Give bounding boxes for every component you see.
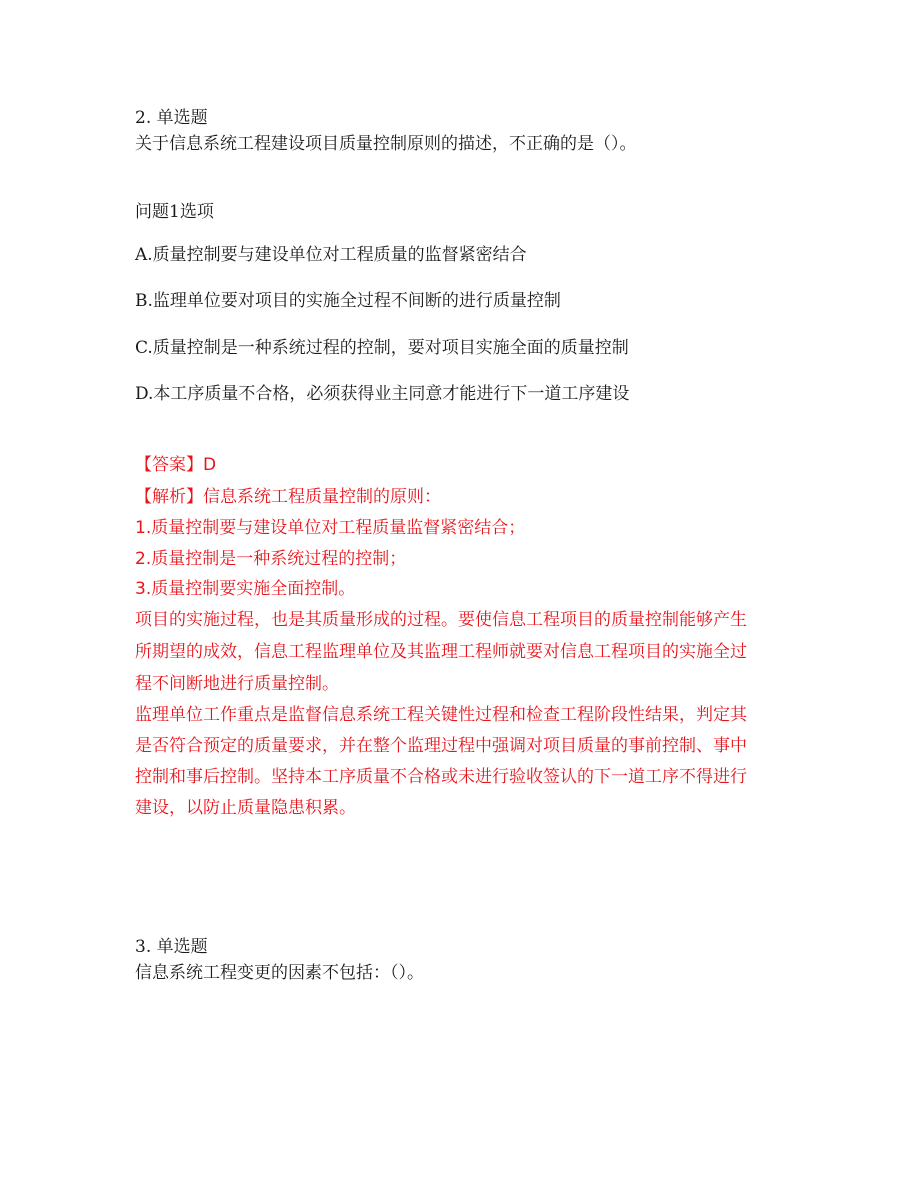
analysis-line: 控制和事后控制。坚持本工序质量不合格或未进行验收签认的下一道工序不得进行	[135, 767, 747, 787]
option-d: D.本工序质量不合格，必须获得业主同意才能进行下一道工序建设	[135, 384, 630, 404]
analysis-line: 【解析】信息系统工程质量控制的原则：	[135, 487, 441, 507]
analysis-line: 1.质量控制要与建设单位对工程质量监督紧密结合；	[135, 518, 526, 538]
analysis-line: 项目的实施过程，也是其质量形成的过程。要使信息工程项目的质量控制能够产生	[135, 610, 747, 630]
options-title: 问题1选项	[135, 202, 214, 222]
analysis-line: 程不间断地进行质量控制。	[135, 674, 339, 694]
option-a: A.质量控制要与建设单位对工程质量的监督紧密结合	[135, 245, 527, 265]
analysis-line: 监理单位工作重点是监督信息系统工程关键性过程和检查工程阶段性结果，判定其	[135, 705, 747, 725]
question-2-header: 2. 单选题	[135, 108, 208, 128]
question-3-header: 3. 单选题	[135, 937, 208, 957]
analysis-line: 所期望的成效，信息工程监理单位及其监理工程师就要对信息工程项目的实施全过	[135, 642, 747, 662]
answer-line: 【答案】D	[135, 455, 217, 475]
option-b: B.监理单位要对项目的实施全过程不间断的进行质量控制	[135, 291, 561, 311]
analysis-line: 是否符合预定的质量要求，并在整个监理过程中强调对项目质量的事前控制、事中	[135, 736, 747, 756]
option-c: C.质量控制是一种系统过程的控制，要对项目实施全面的质量控制	[135, 338, 629, 358]
analysis-line: 2.质量控制是一种系统过程的控制；	[135, 549, 407, 569]
question-2-stem: 关于信息系统工程建设项目质量控制原则的描述，不正确的是（）。	[135, 134, 637, 154]
analysis-line: 3.质量控制要实施全面控制。	[135, 579, 356, 599]
analysis-line: 建设，以防止质量隐患积累。	[135, 798, 356, 818]
question-3-stem: 信息系统工程变更的因素不包括：（）。	[135, 963, 424, 983]
